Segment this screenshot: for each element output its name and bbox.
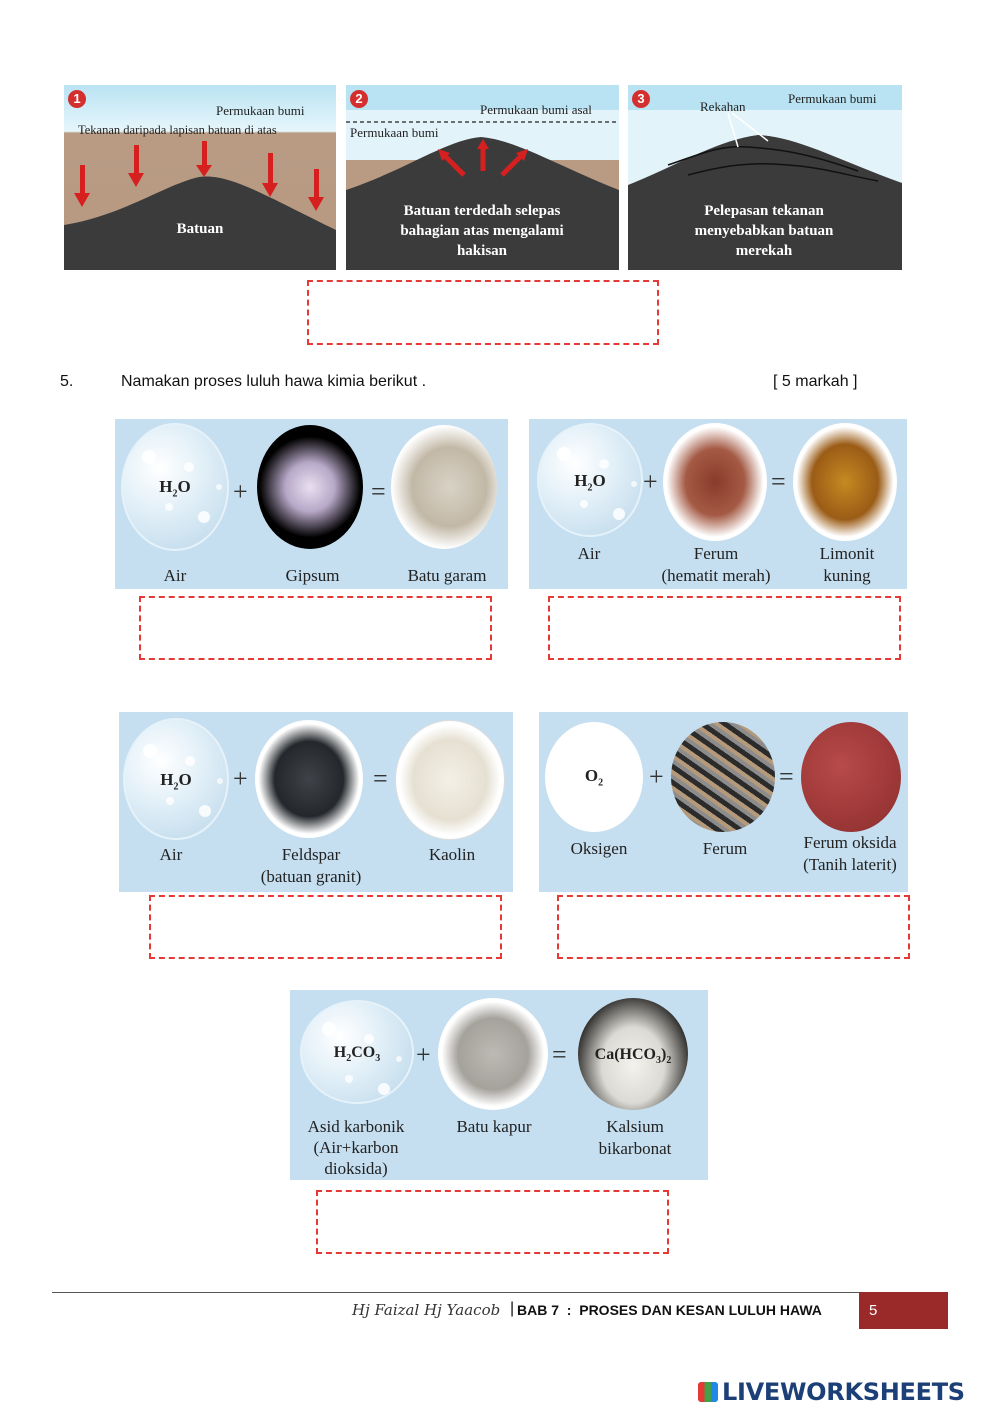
footer-separator: |	[510, 1300, 515, 1317]
exfoliation-panel-2	[346, 85, 619, 270]
plus-sign: +	[233, 477, 248, 506]
surface-label: Permukaan bumi	[788, 91, 877, 106]
surface-label: Permukaan bumi	[216, 103, 305, 118]
plus-sign: +	[416, 1040, 431, 1069]
logo-icon	[698, 1382, 718, 1402]
step-number-2: 2	[350, 90, 368, 108]
equals-sign: =	[779, 762, 794, 791]
label-iron-oxide: Ferum oksida	[803, 833, 897, 852]
panel-caption: Batuan terdedah selepas bahagian atas mengalami hakisan	[400, 203, 564, 259]
answer-box-2[interactable]	[548, 596, 901, 660]
label-limonite: Limonit	[819, 544, 875, 563]
rock-salt-icon	[391, 425, 497, 549]
panel-caption: Pelepasan tekanan menyebabkan batuan merekah	[694, 203, 834, 259]
label-granite: (batuan granit)	[260, 867, 362, 886]
crack-label: Rekahan	[700, 99, 746, 114]
footer-page-box	[859, 1292, 948, 1329]
exfoliation-panel-1	[64, 85, 336, 270]
reaction-panel-1	[115, 419, 508, 589]
kaolin-icon	[395, 720, 505, 840]
label-hematite: (hematit merah)	[661, 566, 771, 585]
equals-sign: =	[371, 477, 386, 506]
panel-caption: Batuan	[176, 221, 224, 237]
laterite-icon	[801, 722, 901, 832]
water-icon: $H_2O$	[121, 423, 229, 551]
footer-author: Hj Faizal Hj Yaacob	[352, 1301, 501, 1319]
label-limonite-yellow: kuning	[823, 566, 871, 585]
calcium-bicarbonate-icon: $Ca(HCO_3)_2$	[578, 998, 688, 1110]
exfoliation-panel-3	[628, 85, 902, 270]
water-icon: $H_2O$	[123, 718, 229, 840]
label-iron: Ferum	[702, 839, 748, 858]
equals-sign: =	[552, 1040, 567, 1069]
original-surface-label: Permukaan bumi asal	[480, 102, 592, 117]
limonite-icon	[793, 423, 897, 541]
label-feldspar: Feldspar	[281, 845, 341, 864]
pressure-label: Tekanan daripada lapisan batuan di atas	[78, 123, 277, 137]
oxygen-icon: $O_2$	[545, 722, 643, 832]
label-iron: Ferum	[693, 544, 739, 563]
logo-text: LIVEWORKSHEETS	[722, 1378, 965, 1406]
reaction-panel-5	[290, 990, 708, 1180]
answer-box-5[interactable]	[316, 1190, 669, 1254]
label-limestone: Batu kapur	[456, 1117, 532, 1136]
label-water: Air	[159, 845, 183, 864]
label-water: Air	[577, 544, 601, 563]
question-number: 5.	[60, 373, 74, 390]
label-gypsum: Gipsum	[285, 566, 340, 585]
answer-box-1[interactable]	[139, 596, 492, 660]
limestone-icon	[438, 998, 548, 1110]
label-air-carbon: (Air+karbon	[313, 1138, 399, 1157]
equals-sign: =	[373, 764, 388, 793]
iron-ore-icon	[671, 722, 775, 832]
label-kaolin: Kaolin	[428, 845, 476, 864]
question-text: Namakan proses luluh hawa kimia berikut .	[121, 373, 427, 390]
footer-chapter: BAB 7 : PROSES DAN KESAN LULUH HAWA	[517, 1302, 822, 1318]
answer-box-4[interactable]	[557, 895, 910, 959]
question-marks: [ 5 markah ]	[773, 373, 858, 390]
answer-box-3[interactable]	[149, 895, 502, 959]
label-oxygen: Oksigen	[570, 839, 628, 858]
label-dioxide: dioksida)	[324, 1159, 388, 1178]
label-bicarbonate: bikarbonat	[598, 1139, 672, 1158]
label-carbonic-acid: Asid karbonik	[307, 1117, 405, 1136]
step-number-1: 1	[68, 90, 86, 108]
gypsum-icon	[257, 425, 363, 549]
feldspar-icon	[255, 720, 363, 838]
page-number: 5	[869, 1302, 878, 1319]
label-calcium: Kalsium	[606, 1117, 664, 1136]
plus-sign: +	[643, 467, 658, 496]
reaction-panel-4	[539, 712, 908, 892]
reaction-panel-2	[529, 419, 907, 589]
label-rock-salt: Batu garam	[407, 566, 487, 585]
water-icon: $H_2O$	[537, 423, 643, 537]
hematite-icon	[663, 423, 767, 541]
answer-box-exfoliation[interactable]	[307, 280, 659, 345]
footer-divider	[52, 1292, 860, 1293]
step-number-3: 3	[632, 90, 650, 108]
equals-sign: =	[771, 467, 786, 496]
surface-label: Permukaan bumi	[350, 125, 439, 140]
reaction-panel-3	[119, 712, 513, 892]
carbonic-acid-icon: $H_2CO_3$	[300, 1000, 414, 1104]
label-water: Air	[163, 566, 187, 585]
liveworksheets-logo	[698, 1378, 998, 1408]
plus-sign: +	[233, 764, 248, 793]
plus-sign: +	[649, 762, 664, 791]
label-laterite: (Tanih laterit)	[803, 855, 897, 874]
